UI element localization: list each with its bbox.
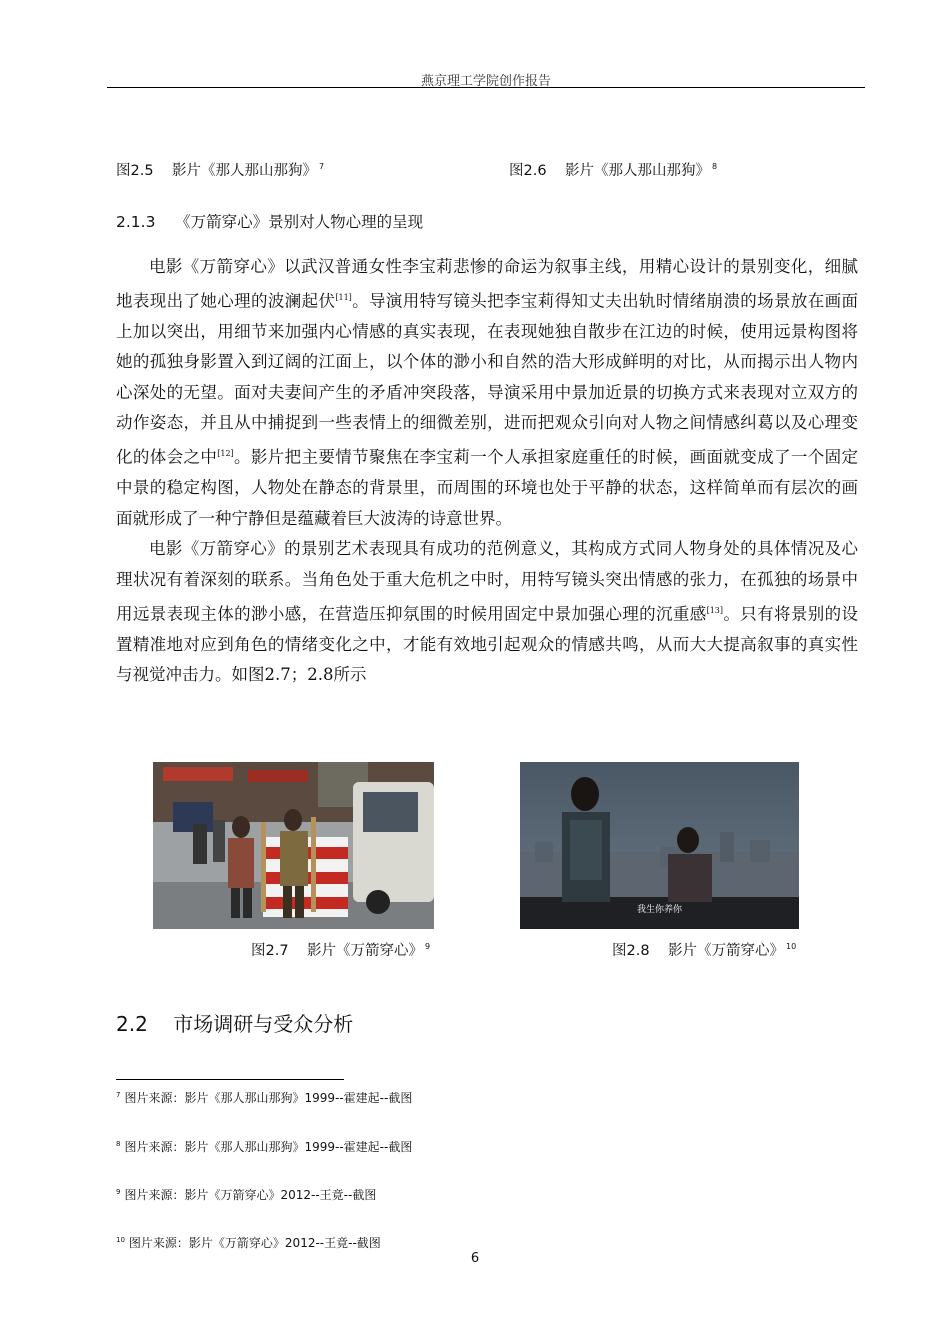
caption-label: 图2.6	[509, 163, 547, 179]
figure-2-8-image	[520, 762, 799, 929]
footnote-number: 8	[116, 1140, 121, 1148]
page-number: 6	[470, 1251, 480, 1266]
body-text	[116, 252, 858, 691]
caption-text: 影片《那人那山那狗》	[565, 163, 710, 179]
subsection-heading	[116, 1008, 353, 1037]
caption-fig-2-7	[251, 939, 430, 960]
caption-text: 影片《万箭穿心》	[668, 943, 784, 959]
footnote	[116, 1186, 376, 1203]
subsection-title: 市场调研与受众分析	[173, 1012, 354, 1036]
footnote-number: 10	[116, 1236, 125, 1244]
footnote	[116, 1234, 381, 1251]
footnote-ref[interactable]: 7	[319, 162, 325, 172]
movie-subtitle: 我生你养你	[636, 905, 683, 915]
caption-fig-2-8	[612, 939, 796, 960]
citation-ref[interactable]: [11]	[335, 292, 352, 302]
section-heading	[116, 210, 423, 232]
citation-ref[interactable]: [13]	[706, 605, 724, 615]
footnote-text: 图片来源：影片《那人那山那狗》1999--霍建起--截图	[124, 1140, 413, 1154]
caption-label: 图2.5	[116, 163, 154, 179]
caption-fig-2-5	[116, 159, 324, 180]
footnote-ref[interactable]: 8	[712, 162, 718, 172]
paragraph: 电影《万箭穿心》以武汉普通女性李宝莉悲惨的命运为叙事主线，用精心设计的景别变化，细腻地表现出了她心理的波澜起伏[11]。导演用特写镜头把李宝莉得知丈夫出轨时情绪崩溃的场景放在画面上加以突出，用细节来加强内心情感的真实表现，在表现她独自散步在江边的时候，使用远景构图将她的孤独身影置入到辽阔的江面上，以个体的渺小和自然的浩大形成鲜明的对比，从而揭示出人物内心深处的无望。面对夫妻间产生的矛盾冲突段落，导演采用中景加近景的切换方式来表现对立双方的动作姿态，并且从中捕捉到一些表情上的细微差别，进而把观众引向对人物之间情感纠葛以及心理变化的体会之中[12]。影片把主要情节聚焦在李宝莉一个人承担家庭重任的时候，画面就变成了一个固定中景的稳定构图，人物处在静态的背景里，而周围的环境也处于平静的状态，这样简单而有层次的画面就形成了一种宁静但是蕴藏着巨大波涛的诗意世界。	[116, 257, 859, 528]
caption-label: 图2.7	[251, 943, 289, 959]
footnote-ref[interactable]: 10	[786, 942, 797, 952]
citation-ref[interactable]: [12]	[217, 449, 234, 459]
section-title: 《万箭穿心》景别对人物心理的呈现	[175, 213, 424, 231]
page-header: 燕京理工学院创作报告	[420, 74, 551, 89]
header-rule	[107, 87, 865, 88]
caption-label: 图2.8	[612, 943, 650, 959]
paragraph: 电影《万箭穿心》的景别艺术表现具有成功的范例意义，其构成方式同人物身处的具体情况及心理状况有着深刻的联系。当角色处于重大危机之中时，用特写镜头突出情感的张力，在孤独的场景中用远景表现主体的渺小感，在营造压抑氛围的时候用固定中景加强心理的沉重感[13]。只有将景别的设置精准地对应到角色的情绪变化之中，才能有效地引起观众的情感共鸣，从而大大提高叙事的真实性与视觉冲击力。如图2.7；2.8所示	[116, 539, 859, 685]
caption-fig-2-6	[509, 159, 717, 180]
footnote-rule	[116, 1079, 344, 1080]
caption-text: 影片《万箭穿心》	[307, 943, 423, 959]
subsection-number: 2.2	[116, 1012, 148, 1036]
footnote	[116, 1138, 412, 1155]
footnote-number: 9	[116, 1188, 121, 1196]
footnote-number: 7	[116, 1091, 121, 1099]
footnote-ref[interactable]: 9	[425, 942, 431, 952]
footnote-text: 图片来源：影片《万箭穿心》2012--王竟--截图	[124, 1188, 377, 1202]
section-number: 2.1.3	[116, 213, 156, 231]
footnote-text: 图片来源：影片《万箭穿心》2012--王竟--截图	[128, 1236, 381, 1250]
figure-2-7-image	[153, 762, 434, 929]
caption-text: 影片《那人那山那狗》	[172, 163, 317, 179]
footnote	[116, 1089, 412, 1106]
footnote-text: 图片来源：影片《那人那山那狗》1999--霍建起--截图	[124, 1091, 413, 1105]
